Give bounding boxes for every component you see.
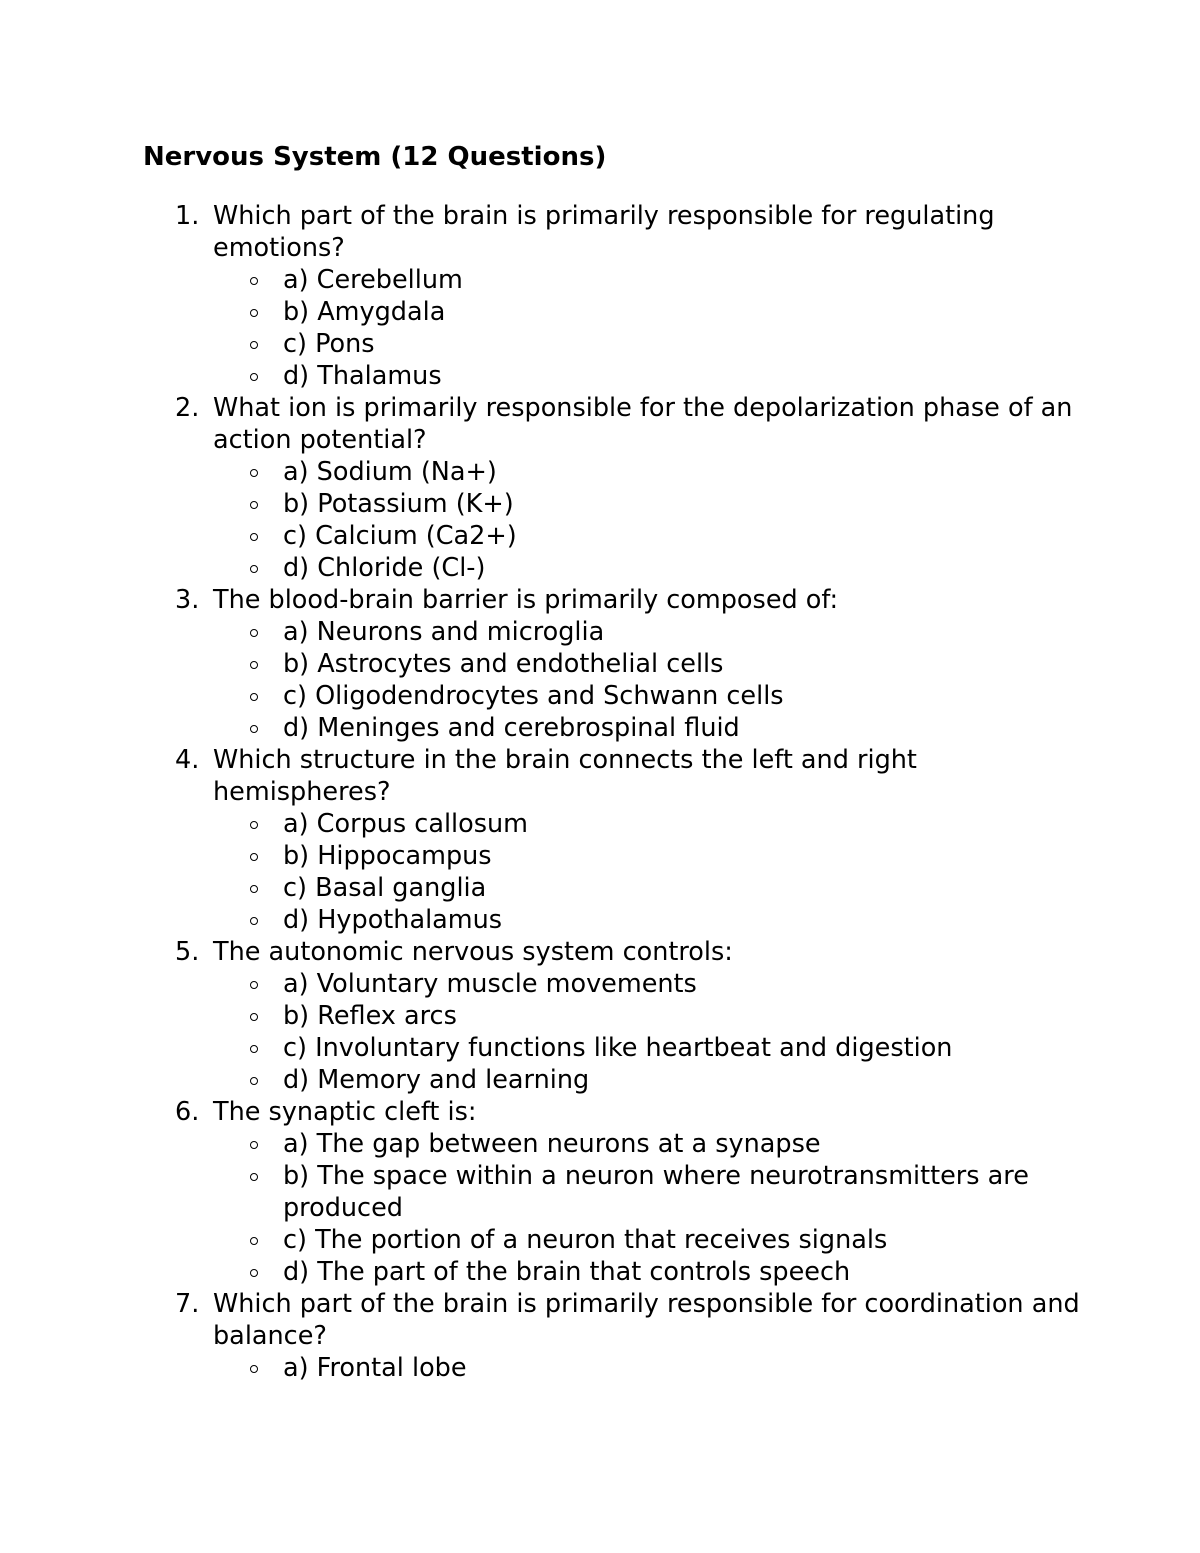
option-text: d) Memory and learning [283, 1065, 590, 1095]
option-item [213, 680, 1063, 712]
question-list [0, 200, 1200, 1384]
circle-bullet-icon [250, 1141, 258, 1149]
option-item [213, 1032, 1063, 1064]
option-text: d) Meninges and cerebrospinal fluid [283, 713, 740, 743]
circle-bullet-icon [250, 1173, 258, 1181]
circle-bullet-icon [250, 1013, 258, 1021]
option-item [213, 1064, 1063, 1096]
option-list [213, 616, 1083, 744]
question-number: 5. [175, 937, 200, 967]
circle-bullet-icon [250, 565, 258, 573]
circle-bullet-icon [250, 1269, 258, 1277]
question-item [0, 744, 1083, 936]
question-item [0, 1288, 1083, 1384]
option-text: a) Frontal lobe [283, 1353, 467, 1383]
question-number: 2. [175, 393, 200, 423]
question-text: The autonomic nervous system controls: [213, 937, 733, 967]
question-number: 7. [175, 1289, 200, 1319]
option-item [213, 904, 1063, 936]
option-item [213, 520, 1063, 552]
option-list [213, 968, 1083, 1096]
option-text: c) Calcium (Ca2+) [283, 521, 517, 551]
option-text: c) The portion of a neuron that receives signals [283, 1225, 888, 1255]
option-item [213, 456, 1063, 488]
option-list [213, 1352, 1083, 1384]
option-item [213, 552, 1063, 584]
question-item [0, 200, 1083, 392]
option-text: a) Voluntary muscle movements [283, 969, 697, 999]
option-text: a) The gap between neurons at a synapse [283, 1129, 821, 1159]
option-text: b) The space within a neuron where neurotransmitters are produced [283, 1161, 1029, 1223]
question-item [0, 1096, 1083, 1288]
option-item [213, 1224, 1063, 1256]
circle-bullet-icon [250, 533, 258, 541]
circle-bullet-icon [250, 885, 258, 893]
option-item [213, 616, 1063, 648]
option-item [213, 1256, 1063, 1288]
option-text: b) Astrocytes and endothelial cells [283, 649, 724, 679]
option-item [213, 296, 1063, 328]
question-number: 6. [175, 1097, 200, 1127]
question-text: Which structure in the brain connects the left and right hemispheres? [213, 745, 917, 807]
circle-bullet-icon [250, 693, 258, 701]
question-text: Which part of the brain is primarily responsible for regulating emotions? [213, 201, 995, 263]
circle-bullet-icon [250, 341, 258, 349]
option-text: a) Corpus callosum [283, 809, 529, 839]
option-item [213, 840, 1063, 872]
circle-bullet-icon [250, 629, 258, 637]
question-item [0, 392, 1083, 584]
option-text: a) Sodium (Na+) [283, 457, 497, 487]
option-item [213, 712, 1063, 744]
option-text: a) Neurons and microglia [283, 617, 605, 647]
option-text: c) Involuntary functions like heartbeat and digestion [283, 1033, 953, 1063]
question-number: 1. [175, 201, 200, 231]
circle-bullet-icon [250, 821, 258, 829]
circle-bullet-icon [250, 853, 258, 861]
option-item [213, 808, 1063, 840]
option-text: b) Reflex arcs [283, 1001, 457, 1031]
circle-bullet-icon [250, 917, 258, 925]
option-text: d) Hypothalamus [283, 905, 503, 935]
option-item [213, 872, 1063, 904]
option-text: c) Pons [283, 329, 375, 359]
option-item [213, 488, 1063, 520]
option-text: c) Basal ganglia [283, 873, 487, 903]
circle-bullet-icon [250, 1045, 258, 1053]
option-item [213, 968, 1063, 1000]
option-text: b) Amygdala [283, 297, 446, 327]
circle-bullet-icon [250, 981, 258, 989]
option-text: a) Cerebellum [283, 265, 463, 295]
option-text: d) Thalamus [283, 361, 442, 391]
question-item [0, 584, 1083, 744]
circle-bullet-icon [250, 309, 258, 317]
option-list [213, 456, 1083, 584]
question-text: The synaptic cleft is: [213, 1097, 477, 1127]
option-list [213, 808, 1083, 936]
circle-bullet-icon [250, 1077, 258, 1085]
question-text: Which part of the brain is primarily responsible for coordination and balance? [213, 1289, 1080, 1351]
document-title: Nervous System (12 Questions) [143, 142, 607, 172]
option-item [213, 264, 1063, 296]
circle-bullet-icon [250, 501, 258, 509]
option-text: d) Chloride (Cl-) [283, 553, 486, 583]
question-number: 3. [175, 585, 200, 615]
circle-bullet-icon [250, 277, 258, 285]
option-item [213, 328, 1063, 360]
option-text: b) Potassium (K+) [283, 489, 514, 519]
option-text: c) Oligodendrocytes and Schwann cells [283, 681, 784, 711]
option-item [213, 1352, 1063, 1384]
question-text: What ion is primarily responsible for the depolarization phase of an action potential? [213, 393, 1073, 455]
circle-bullet-icon [250, 373, 258, 381]
circle-bullet-icon [250, 661, 258, 669]
option-list [213, 264, 1083, 392]
circle-bullet-icon [250, 1365, 258, 1373]
option-item [213, 360, 1063, 392]
option-item [213, 1128, 1063, 1160]
option-text: b) Hippocampus [283, 841, 492, 871]
option-item [213, 1160, 1063, 1224]
option-list [213, 1128, 1083, 1288]
question-number: 4. [175, 745, 200, 775]
circle-bullet-icon [250, 1237, 258, 1245]
option-item [213, 1000, 1063, 1032]
circle-bullet-icon [250, 725, 258, 733]
circle-bullet-icon [250, 469, 258, 477]
question-item [0, 936, 1083, 1096]
question-text: The blood-brain barrier is primarily composed of: [213, 585, 839, 615]
option-item [213, 648, 1063, 680]
option-text: d) The part of the brain that controls speech [283, 1257, 851, 1287]
